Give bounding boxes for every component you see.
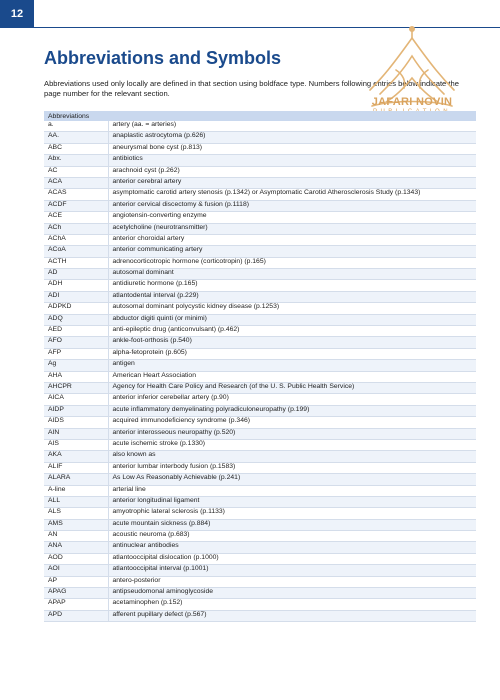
abbreviation-meaning: acetaminophen (p.152): [108, 599, 476, 610]
abbreviation-meaning: angiotensin-converting enzyme: [108, 212, 476, 223]
table-row: [44, 610, 476, 621]
abbreviation-meaning: American Heart Association: [108, 371, 476, 382]
abbreviation-term: ABC: [44, 143, 108, 154]
abbreviation-term: ALARA: [44, 474, 108, 485]
abbreviation-meaning: aneurysmal bone cyst (p.813): [108, 143, 476, 154]
abbreviation-term: ADQ: [44, 314, 108, 325]
intro-paragraph: Abbreviations used only locally are defined in that section using boldface type. Numbers following entries below indicate the page number for the relevant section.: [44, 79, 459, 98]
table-body: [44, 121, 476, 622]
table-row: [44, 348, 476, 359]
abbreviation-meaning: arterial line: [108, 485, 476, 496]
abbreviation-meaning: also known as: [108, 451, 476, 462]
table-row: [44, 588, 476, 599]
table-row: [44, 474, 476, 485]
abbreviation-term: ANA: [44, 542, 108, 553]
abbreviation-term: AKA: [44, 451, 108, 462]
abbreviation-term: AICA: [44, 394, 108, 405]
abbreviation-term: ACE: [44, 212, 108, 223]
table-row: [44, 200, 476, 211]
page-number: 12: [0, 0, 34, 28]
table-row: [44, 496, 476, 507]
abbreviation-term: Ag: [44, 360, 108, 371]
table-row: [44, 189, 476, 200]
table-row: [44, 428, 476, 439]
abbreviation-term: AED: [44, 326, 108, 337]
abbreviation-term: AIS: [44, 439, 108, 450]
abbreviation-term: a.: [44, 121, 108, 132]
table-row: [44, 155, 476, 166]
abbreviation-meaning: atlantodental interval (p.229): [108, 291, 476, 302]
abbreviation-meaning: alpha-fetoprotein (p.605): [108, 348, 476, 359]
abbreviation-term: ADI: [44, 291, 108, 302]
table-row: [44, 337, 476, 348]
abbreviation-meaning: acquired immunodeficiency syndrome (p.346): [108, 417, 476, 428]
abbreviation-meaning: anterior cerebral artery: [108, 177, 476, 188]
abbreviation-term: ACoA: [44, 246, 108, 257]
table-row: [44, 439, 476, 450]
abbreviation-meaning: amyotrophic lateral sclerosis (p.1133): [108, 508, 476, 519]
abbreviation-meaning: antigen: [108, 360, 476, 371]
abbreviation-meaning: anterior cervical discectomy & fusion (p.1118): [108, 200, 476, 211]
abbreviation-term: AFP: [44, 348, 108, 359]
abbreviation-term: AP: [44, 576, 108, 587]
table-header: Abbreviations: [44, 111, 476, 121]
abbreviation-term: AChA: [44, 234, 108, 245]
abbreviation-term: AC: [44, 166, 108, 177]
abbreviation-term: APAP: [44, 599, 108, 610]
abbreviation-term: APAG: [44, 588, 108, 599]
abbreviation-term: Abx.: [44, 155, 108, 166]
abbreviation-term: ACDF: [44, 200, 108, 211]
table-row: [44, 314, 476, 325]
abbreviation-meaning: ankle-foot-orthosis (p.540): [108, 337, 476, 348]
abbreviation-term: ALS: [44, 508, 108, 519]
table-row: [44, 508, 476, 519]
abbreviation-meaning: antero-posterior: [108, 576, 476, 587]
abbreviation-meaning: acute inflammatory demyelinating polyradiculoneuropathy (p.199): [108, 405, 476, 416]
table-row: [44, 553, 476, 564]
table-row: [44, 565, 476, 576]
table-row: [44, 166, 476, 177]
abbreviation-meaning: artery (aa. = arteries): [108, 121, 476, 132]
abbreviation-term: AIDP: [44, 405, 108, 416]
table-row: [44, 212, 476, 223]
abbreviation-meaning: anterior longitudinal ligament: [108, 496, 476, 507]
abbreviation-meaning: antibiotics: [108, 155, 476, 166]
abbreviation-meaning: antinuclear antibodies: [108, 542, 476, 553]
table-row: [44, 132, 476, 143]
abbreviation-meaning: acute ischemic stroke (p.1330): [108, 439, 476, 450]
table-row: [44, 303, 476, 314]
abbreviation-term: APD: [44, 610, 108, 621]
table-row: [44, 280, 476, 291]
abbreviation-meaning: asymptomatic carotid artery stenosis (p.1342) or Asymptomatic Carotid Atherosclerosis Study (p.1343): [108, 189, 476, 200]
table-row: [44, 269, 476, 280]
table-row: [44, 246, 476, 257]
abbreviation-meaning: anterior lumbar interbody fusion (p.1583): [108, 462, 476, 473]
abbreviation-meaning: arachnoid cyst (p.262): [108, 166, 476, 177]
abbreviation-meaning: antidiuretic hormone (p.165): [108, 280, 476, 291]
abbreviation-meaning: antipseudomonal aminoglycoside: [108, 588, 476, 599]
abbreviation-term: ALIF: [44, 462, 108, 473]
abbreviation-meaning: anti-epileptic drug (anticonvulsant) (p.462): [108, 326, 476, 337]
abbreviation-meaning: anterior choroidal artery: [108, 234, 476, 245]
abbreviation-meaning: atlantooccipital dislocation (p.1000): [108, 553, 476, 564]
abbreviation-term: ADPKD: [44, 303, 108, 314]
abbreviation-term: AHCPR: [44, 382, 108, 393]
abbreviation-meaning: autosomal dominant: [108, 269, 476, 280]
abbreviation-meaning: Agency for Health Care Policy and Research (of the U. S. Public Health Service): [108, 382, 476, 393]
abbreviation-term: AA.: [44, 132, 108, 143]
table-row: [44, 326, 476, 337]
abbreviation-term: ACAS: [44, 189, 108, 200]
table-row: [44, 291, 476, 302]
abbreviation-term: AHA: [44, 371, 108, 382]
table-row: [44, 234, 476, 245]
abbreviation-meaning: acute mountain sickness (p.884): [108, 519, 476, 530]
table-row: [44, 177, 476, 188]
table-row: [44, 257, 476, 268]
table-row: [44, 531, 476, 542]
abbreviation-term: A-line: [44, 485, 108, 496]
abbreviation-term: ACA: [44, 177, 108, 188]
abbreviation-meaning: anaplastic astrocytoma (p.626): [108, 132, 476, 143]
table-row: [44, 143, 476, 154]
table-row: [44, 360, 476, 371]
abbreviation-meaning: abductor digiti quinti (or minimi): [108, 314, 476, 325]
table-row: [44, 223, 476, 234]
table-row: [44, 417, 476, 428]
abbreviation-meaning: acoustic neuroma (p.683): [108, 531, 476, 542]
abbreviation-term: AFO: [44, 337, 108, 348]
abbreviation-term: ACTH: [44, 257, 108, 268]
table-row: [44, 599, 476, 610]
abbreviation-term: AIDS: [44, 417, 108, 428]
table-row: [44, 576, 476, 587]
abbreviations-table: [44, 111, 476, 622]
table-header-row: [44, 111, 476, 121]
abbreviation-meaning: atlantooccipital interval (p.1001): [108, 565, 476, 576]
page-title: Abbreviations and Symbols: [44, 48, 282, 68]
abbreviation-meaning: anterior interosseous neuropathy (p.520): [108, 428, 476, 439]
table-row: [44, 121, 476, 132]
table-row: [44, 394, 476, 405]
abbreviation-term: AIN: [44, 428, 108, 439]
abbreviation-term: AN: [44, 531, 108, 542]
watermark-publisher-name: JAFARI NOVIN: [371, 96, 453, 108]
table-row: [44, 451, 476, 462]
abbreviation-term: AOD: [44, 553, 108, 564]
abbreviation-meaning: anterior inferior cerebellar artery (p.90): [108, 394, 476, 405]
table-row: [44, 542, 476, 553]
abbreviation-meaning: As Low As Reasonably Achievable (p.241): [108, 474, 476, 485]
abbreviation-term: ALL: [44, 496, 108, 507]
table-row: [44, 462, 476, 473]
abbreviation-term: AOI: [44, 565, 108, 576]
abbreviation-term: AD: [44, 269, 108, 280]
abbreviation-meaning: autosomal dominant polycystic kidney disease (p.1253): [108, 303, 476, 314]
table-row: [44, 405, 476, 416]
table-row: [44, 519, 476, 530]
abbreviation-term: ACh: [44, 223, 108, 234]
abbreviation-meaning: adrenocorticotropic hormone (corticotropin) (p.165): [108, 257, 476, 268]
abbreviation-meaning: afferent pupillary defect (p.567): [108, 610, 476, 621]
table-row: [44, 485, 476, 496]
abbreviation-meaning: acetylcholine (neurotransmitter): [108, 223, 476, 234]
abbreviation-term: ADH: [44, 280, 108, 291]
abbreviation-meaning: anterior communicating artery: [108, 246, 476, 257]
abbreviation-term: AMS: [44, 519, 108, 530]
table-row: [44, 371, 476, 382]
table-row: [44, 382, 476, 393]
